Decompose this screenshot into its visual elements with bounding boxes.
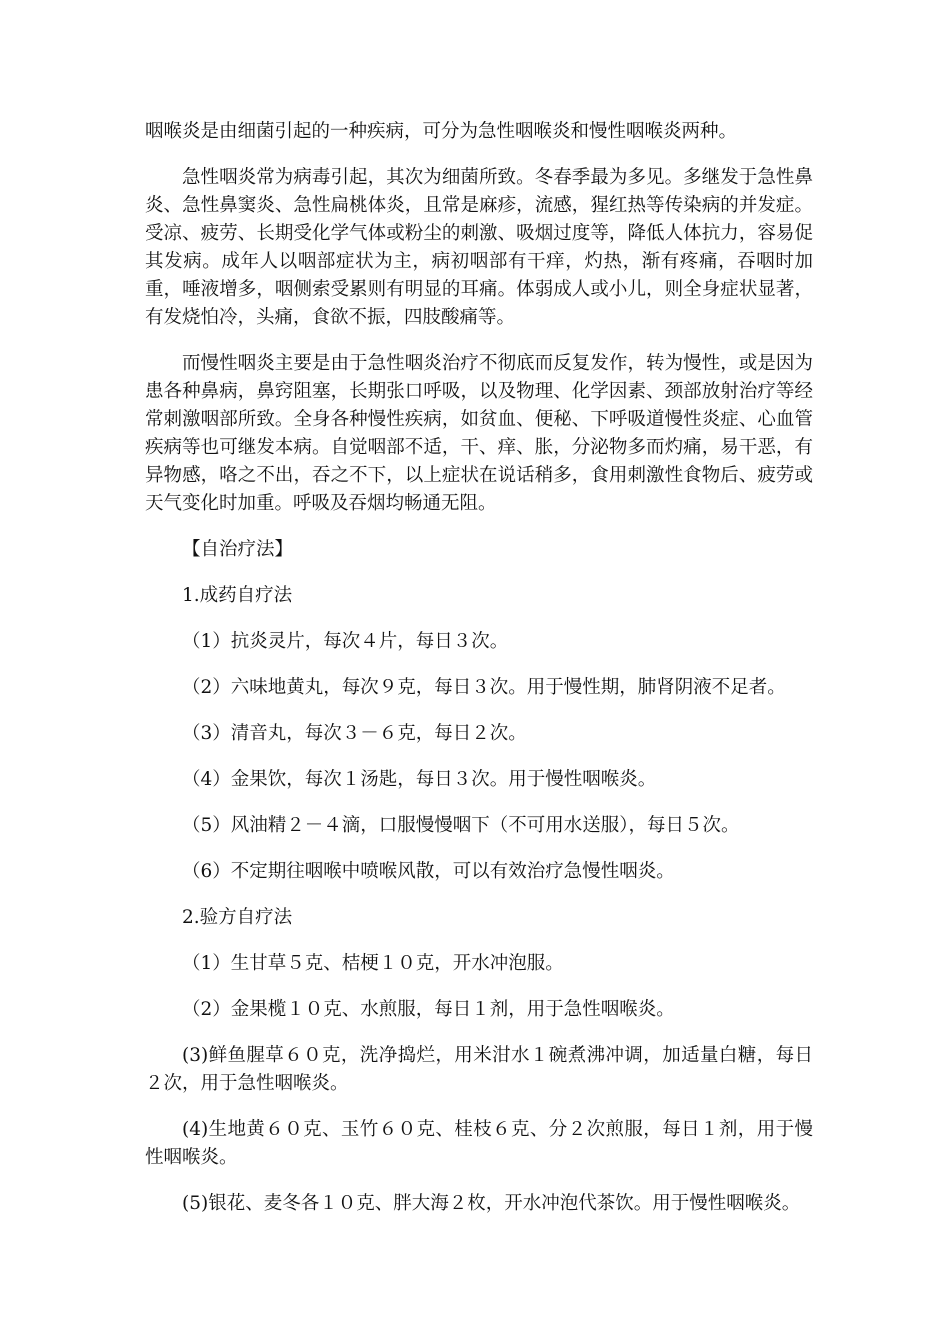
method-1-item-3: （3）清音丸，每次３－６克，每日２次。	[182, 723, 527, 744]
method-1-item-6: （6）不定期往咽喉中喷喉风散，可以有效治疗急慢性咽炎。	[182, 861, 675, 882]
method-2-item-1: （1）生甘草５克、桔梗１０克，开水冲泡服。	[182, 953, 564, 974]
method-2-item-5: (5)银花、麦冬各１０克、胖大海２枚，开水冲泡代茶饮。用于慢性咽喉炎。	[182, 1193, 801, 1214]
method-2-item-3: (3)鲜鱼腥草６０克，洗净捣烂，用米泔水１碗煮沸冲调，加适量白糖，每日２次，用于急性咽喉炎。	[145, 1045, 813, 1094]
intro-paragraph: 咽喉炎是由细菌引起的一种疾病，可分为急性咽喉炎和慢性咽喉炎两种。	[145, 121, 738, 142]
section-title-self-treatment: 【自治疗法】	[182, 539, 294, 560]
method-1-title: 1.成药自疗法	[182, 585, 293, 606]
method-2-item-2: （2）金果榄１０克、水煎服，每日１剂，用于急性咽喉炎。	[182, 999, 675, 1020]
method-2-item-4: (4)生地黄６０克、玉竹６０克、桂枝６克、分２次煎服，每日１剂，用于慢性咽喉炎。	[145, 1119, 813, 1168]
method-1-item-4: （4）金果饮，每次１汤匙，每日３次。用于慢性咽喉炎。	[182, 769, 657, 790]
document-body	[145, 118, 813, 1236]
method-1-item-2: （2）六味地黄丸，每次９克，每日３次。用于慢性期，肺肾阴液不足者。	[182, 677, 786, 698]
method-1-item-1: （1）抗炎灵片，每次４片，每日３次。	[182, 631, 509, 652]
acute-pharyngitis-paragraph: 急性咽炎常为病毒引起，其次为细菌所致。冬春季最为多见。多继发于急性鼻炎、急性鼻窦炎、急性扁桃体炎，且常是麻疹，流感，猩红热等传染病的并发症。受凉、疲劳、长期受化学气体或粉尘的刺激、吸烟过度等，降低人体抗力，容易促其发病。成年人以咽部症状为主，病初咽部有干痒，灼热，渐有疼痛，吞咽时加重，唾液增多，咽侧索受累则有明显的耳痛。体弱成人或小儿，则全身症状显著，有发烧怕冷，头痛，食欲不振，四肢酸痛等。	[145, 167, 813, 328]
method-2-title: 2.验方自疗法	[182, 907, 293, 928]
method-1-item-5: （5）风油精２－４滴，口服慢慢咽下（不可用水送服），每日５次。	[182, 815, 740, 836]
chronic-pharyngitis-paragraph: 而慢性咽炎主要是由于急性咽炎治疗不彻底而反复发作，转为慢性，或是因为患各种鼻病，鼻窍阻塞，长期张口呼吸，以及物理、化学因素、颈部放射治疗等经常刺激咽部所致。全身各种慢性疾病，如贫血、便秘、下呼吸道慢性炎症、心血管疾病等也可继发本病。自觉咽部不适，干、痒、胀，分泌物多而灼痛，易干恶，有异物感，咯之不出，吞之不下，以上症状在说话稍多，食用刺激性食物后、疲劳或天气变化时加重。呼吸及吞烟均畅通无阻。	[145, 353, 813, 514]
